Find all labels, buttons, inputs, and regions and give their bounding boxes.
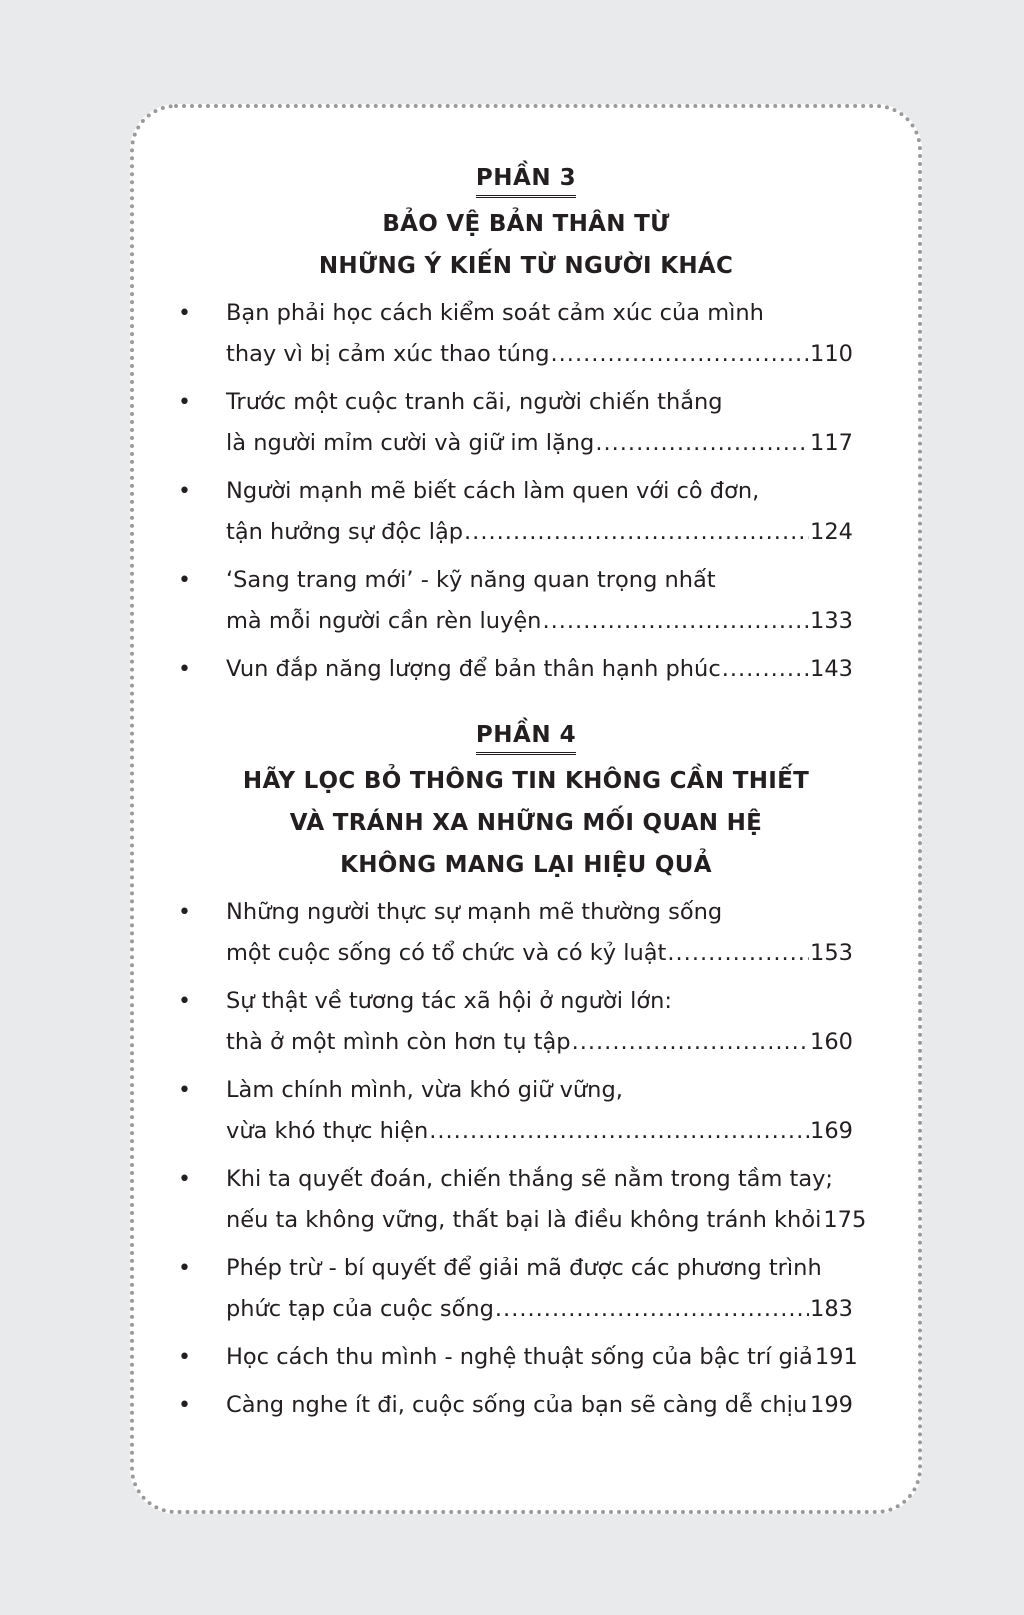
entry-title-line: Trước một cuộc tranh cãi, người chiến thắng bbox=[226, 389, 723, 415]
bullet-icon: • bbox=[178, 1078, 191, 1103]
part-4-label-text: PHẦN 4 bbox=[476, 721, 576, 755]
part-4-label bbox=[134, 721, 918, 755]
toc-card bbox=[130, 104, 922, 1514]
toc-entry[interactable] bbox=[134, 1337, 918, 1378]
part-3-entries bbox=[134, 293, 918, 690]
toc-entry[interactable] bbox=[134, 293, 918, 375]
entry-last-line bbox=[226, 1289, 853, 1330]
entry-title-line: Người mạnh mẽ biết cách làm quen với cô đơn, bbox=[226, 478, 760, 504]
entry-title-end: Vun đắp năng lượng để bản thân hạnh phúc bbox=[226, 656, 721, 682]
page-number: 160 bbox=[810, 1029, 853, 1055]
entry-last-line bbox=[226, 1022, 853, 1063]
page-number: 110 bbox=[810, 341, 853, 367]
entry-title-end: nếu ta không vững, thất bại là điều không tránh khỏi bbox=[226, 1207, 822, 1233]
part-3-section bbox=[134, 108, 918, 690]
entry-title-end: thay vì bị cảm xúc thao túng bbox=[226, 341, 550, 367]
entry-last-line bbox=[226, 1385, 853, 1426]
page-number: 169 bbox=[810, 1118, 853, 1144]
entry-last-line bbox=[226, 1111, 853, 1152]
bullet-icon: • bbox=[178, 900, 191, 925]
dot-leader bbox=[542, 601, 809, 642]
toc-entry[interactable] bbox=[134, 560, 918, 642]
bullet-icon: • bbox=[178, 657, 191, 682]
entry-last-line bbox=[226, 512, 853, 553]
entry-last-line bbox=[226, 649, 853, 690]
entry-title-end: phức tạp của cuộc sống bbox=[226, 1296, 494, 1322]
entry-last-line bbox=[226, 423, 853, 464]
entry-title-end: Càng nghe ít đi, cuộc sống của bạn sẽ càng dễ chịu bbox=[226, 1392, 808, 1418]
toc-entry[interactable] bbox=[134, 649, 918, 690]
toc-entry[interactable] bbox=[134, 892, 918, 974]
entry-title-line: Những người thực sự mạnh mẽ thường sống bbox=[226, 899, 723, 925]
entry-last-line bbox=[226, 1337, 858, 1378]
entry-last-line bbox=[226, 1200, 867, 1241]
bullet-icon: • bbox=[178, 1345, 191, 1370]
toc-entry[interactable] bbox=[134, 981, 918, 1063]
bullet-icon: • bbox=[178, 989, 191, 1014]
toc-entry[interactable] bbox=[134, 1070, 918, 1152]
entry-title-line: Làm chính mình, vừa khó giữ vững, bbox=[226, 1077, 623, 1103]
part-4-entries bbox=[134, 892, 918, 1426]
entry-title-end: vừa khó thực hiện bbox=[226, 1118, 429, 1144]
bullet-icon: • bbox=[178, 1167, 191, 1192]
entry-title-line: Sự thật về tương tác xã hội ở người lớn: bbox=[226, 988, 672, 1014]
part-4-title-line-1: HÃY LỌC BỎ THÔNG TIN KHÔNG CẦN THIẾT bbox=[242, 768, 810, 794]
part-4-section bbox=[134, 690, 918, 1426]
dot-leader bbox=[595, 423, 809, 464]
dot-leader bbox=[572, 1022, 809, 1063]
entry-title-end: mà mỗi người cần rèn luyện bbox=[226, 608, 542, 634]
page-number: 143 bbox=[810, 656, 853, 682]
page-number: 199 bbox=[810, 1392, 853, 1418]
page-number: 191 bbox=[814, 1344, 858, 1370]
toc-entry[interactable] bbox=[134, 1385, 918, 1426]
bullet-icon: • bbox=[178, 568, 191, 593]
dot-leader bbox=[464, 512, 809, 553]
part-3-label bbox=[134, 164, 918, 198]
page-number: 133 bbox=[810, 608, 853, 634]
page-number: 183 bbox=[810, 1296, 853, 1322]
entry-title-end: thà ở một mình còn hơn tụ tập bbox=[226, 1029, 571, 1055]
entry-last-line bbox=[226, 334, 853, 375]
page-number: 175 bbox=[823, 1207, 867, 1233]
part-3-title-line-1: BẢO VỆ BẢN THÂN TỪ bbox=[382, 211, 670, 237]
entry-title-end: tận hưởng sự độc lập bbox=[226, 519, 464, 545]
part-3-label-text: PHẦN 3 bbox=[476, 164, 576, 198]
dot-leader bbox=[667, 933, 809, 974]
entry-last-line bbox=[226, 933, 853, 974]
entry-title-end: là người mỉm cười và giữ im lặng bbox=[226, 430, 595, 456]
entry-title-line: Bạn phải học cách kiểm soát cảm xúc của mình bbox=[226, 300, 764, 326]
toc-entry[interactable] bbox=[134, 382, 918, 464]
page-number: 124 bbox=[810, 519, 853, 545]
entry-title-line: ‘Sang trang mới’ - kỹ năng quan trọng nhất bbox=[226, 567, 716, 593]
toc-entry[interactable] bbox=[134, 1159, 918, 1241]
bullet-icon: • bbox=[178, 1256, 191, 1281]
bullet-icon: • bbox=[178, 390, 191, 415]
dot-leader bbox=[429, 1111, 809, 1152]
bullet-icon: • bbox=[178, 1393, 191, 1418]
dot-leader bbox=[808, 1385, 809, 1426]
entry-last-line bbox=[226, 601, 853, 642]
dot-leader bbox=[722, 649, 809, 690]
page-number: 153 bbox=[810, 940, 853, 966]
bullet-icon: • bbox=[178, 479, 191, 504]
part-3-title-line-2: NHỮNG Ý KIẾN TỪ NGƯỜI KHÁC bbox=[318, 253, 734, 279]
bullet-icon: • bbox=[178, 301, 191, 326]
entry-title-end: Học cách thu mình - nghệ thuật sống của bậc trí giả bbox=[226, 1344, 813, 1370]
dot-leader bbox=[495, 1289, 809, 1330]
part-4-title-line-2: VÀ TRÁNH XA NHỮNG MỐI QUAN HỆ bbox=[289, 810, 763, 836]
dot-leader bbox=[550, 334, 809, 375]
toc-entry[interactable] bbox=[134, 1248, 918, 1330]
entry-title-end: một cuộc sống có tổ chức và có kỷ luật bbox=[226, 940, 667, 966]
entry-title-line: Phép trừ - bí quyết để giải mã được các phương trình bbox=[226, 1255, 822, 1281]
part-4-title-line-3: KHÔNG MANG LẠI HIỆU QUẢ bbox=[340, 852, 712, 878]
toc-content bbox=[134, 108, 918, 1426]
page-number: 117 bbox=[810, 430, 853, 456]
entry-title-line: Khi ta quyết đoán, chiến thắng sẽ nằm trong tầm tay; bbox=[226, 1166, 834, 1192]
toc-entry[interactable] bbox=[134, 471, 918, 553]
